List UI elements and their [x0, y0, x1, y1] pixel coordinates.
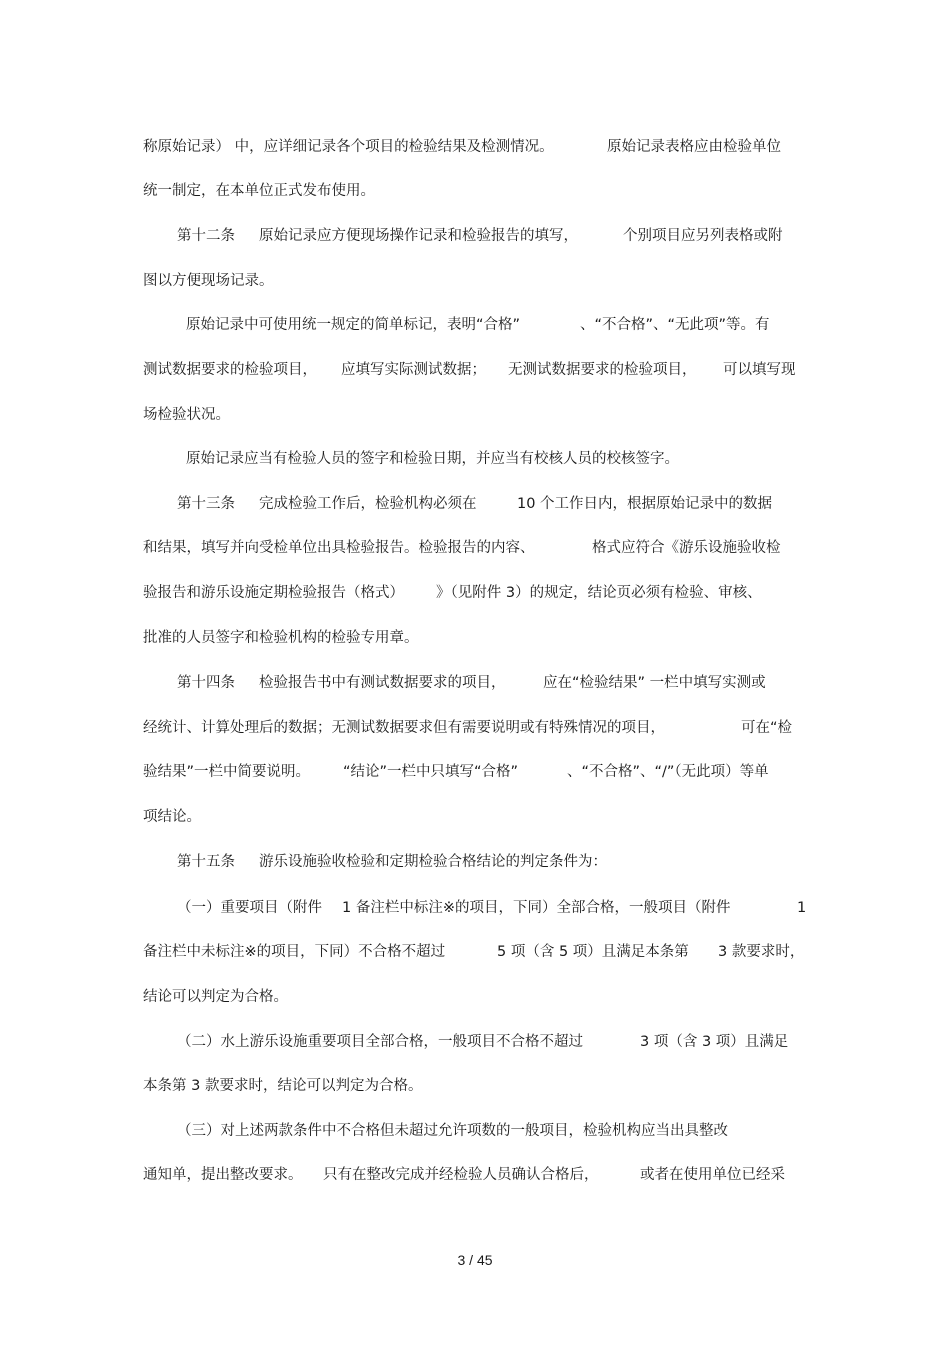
- text-segment: 、“不合格”、“/”（无此项）等单: [567, 764, 769, 780]
- text-segment: 原始记录应方便现场操作记录和检验报告的填写，: [259, 228, 578, 244]
- text-line: [0, 312, 950, 338]
- text-line: [0, 625, 950, 651]
- text-segment: 图以方便现场记录。: [143, 273, 274, 289]
- text-line: [0, 1118, 950, 1144]
- text-segment: 5 项（含 5 项）且满足本条第: [497, 944, 689, 960]
- text-line: [0, 357, 950, 383]
- text-segment: 备注栏中未标注※的项目，下同）不合格不超过: [143, 944, 446, 960]
- text-segment: 》（见附件 3）的规定，结论页必须有检验、审核、: [436, 585, 762, 601]
- text-line: [0, 535, 950, 561]
- text-line: [0, 670, 950, 696]
- text-segment: 1: [797, 900, 807, 916]
- text-line: [0, 223, 950, 249]
- text-segment: “结论”一栏中只填写“合格”: [343, 764, 519, 780]
- text-line: [0, 715, 950, 741]
- text-line: [0, 491, 950, 517]
- article-number: 第十五条: [177, 854, 235, 870]
- text-segment: 称原始记录） 中，应详细记录各个项目的检验结果及检测情况。: [143, 139, 554, 155]
- text-segment: 完成检验工作后，检验机构必须在: [259, 496, 477, 512]
- text-line: [0, 268, 950, 294]
- text-line: [0, 984, 950, 1010]
- text-line: [0, 402, 950, 428]
- text-segment: 个别项目应另列表格或附: [623, 228, 783, 244]
- text-line: [0, 134, 950, 160]
- text-segment: 和结果，填写并向受检单位出具检验报告。检验报告的内容、: [143, 540, 535, 556]
- text-segment: 测试数据要求的检验项目，: [143, 362, 317, 378]
- text-segment: 检验报告书中有测试数据要求的项目，: [259, 675, 506, 691]
- page-number: 3 / 45: [457, 1252, 493, 1268]
- text-line: [0, 804, 950, 830]
- text-line: [0, 1162, 950, 1188]
- text-segment: 可在“检: [741, 720, 793, 736]
- text-segment: 无测试数据要求的检验项目，: [508, 362, 697, 378]
- text-segment: 验结果”一栏中简要说明。: [143, 764, 311, 780]
- text-segment: 原始记录应当有检验人员的签字和检验日期，并应当有校核人员的校核签字。: [186, 451, 679, 467]
- text-segment: 可以填写现: [723, 362, 796, 378]
- article-number: 第十四条: [177, 675, 235, 691]
- text-segment: （一）重要项目（附件: [177, 900, 322, 916]
- text-segment: （二）水上游乐设施重要项目全部合格，一般项目不合格不超过: [177, 1034, 583, 1050]
- text-segment: 批准的人员签字和检验机构的检验专用章。: [143, 630, 419, 646]
- text-segment: （三）对上述两款条件中不合格但未超过允许项数的一般项目，检验机构应当出具整改: [177, 1123, 728, 1139]
- text-segment: 应在“检验结果” 一栏中填写实测或: [543, 675, 766, 691]
- text-segment: 或者在使用单位已经采: [640, 1167, 785, 1183]
- text-segment: 经统计、计算处理后的数据；无测试数据要求但有需要说明或有特殊情况的项目，: [143, 720, 665, 736]
- text-line: [0, 1029, 950, 1055]
- text-line: [0, 849, 950, 875]
- text-segment: 3 款要求时，: [718, 944, 805, 960]
- text-segment: 场检验状况。: [143, 407, 230, 423]
- article-number: 第十二条: [177, 228, 235, 244]
- text-segment: 通知单，提出整改要求。: [143, 1167, 303, 1183]
- text-segment: 原始记录中可使用统一规定的简单标记，表明“合格”: [186, 317, 521, 333]
- text-segment: 10 个工作日内，根据原始记录中的数据: [517, 496, 773, 512]
- text-line: [0, 759, 950, 785]
- text-segment: 项结论。: [143, 809, 201, 825]
- text-segment: 本条第 3 款要求时，结论可以判定为合格。: [143, 1078, 423, 1094]
- article-number: 第十三条: [177, 496, 235, 512]
- text-line: [0, 939, 950, 965]
- text-segment: 格式应符合《游乐设施验收检: [592, 540, 781, 556]
- text-segment: 统一制定，在本单位正式发布使用。: [143, 183, 375, 199]
- text-segment: 3 项（含 3 项）且满足: [640, 1034, 789, 1050]
- text-segment: 游乐设施验收检验和定期检验合格结论的判定条件为：: [259, 854, 607, 870]
- text-segment: 应填写实际测试数据；: [341, 362, 486, 378]
- text-segment: 结论可以判定为合格。: [143, 989, 288, 1005]
- text-line: [0, 895, 950, 921]
- text-segment: 1 备注栏中标注※的项目，下同）全部合格，一般项目（附件: [342, 900, 731, 916]
- text-segment: 、“不合格”、“无此项”等。有: [580, 317, 770, 333]
- text-segment: 验报告和游乐设施定期检验报告（格式）: [143, 585, 404, 601]
- text-segment: 只有在整改完成并经检验人员确认合格后，: [323, 1167, 599, 1183]
- text-line: [0, 580, 950, 606]
- text-line: [0, 446, 950, 472]
- text-segment: 原始记录表格应由检验单位: [607, 139, 781, 155]
- text-line: [0, 178, 950, 204]
- text-line: [0, 1073, 950, 1099]
